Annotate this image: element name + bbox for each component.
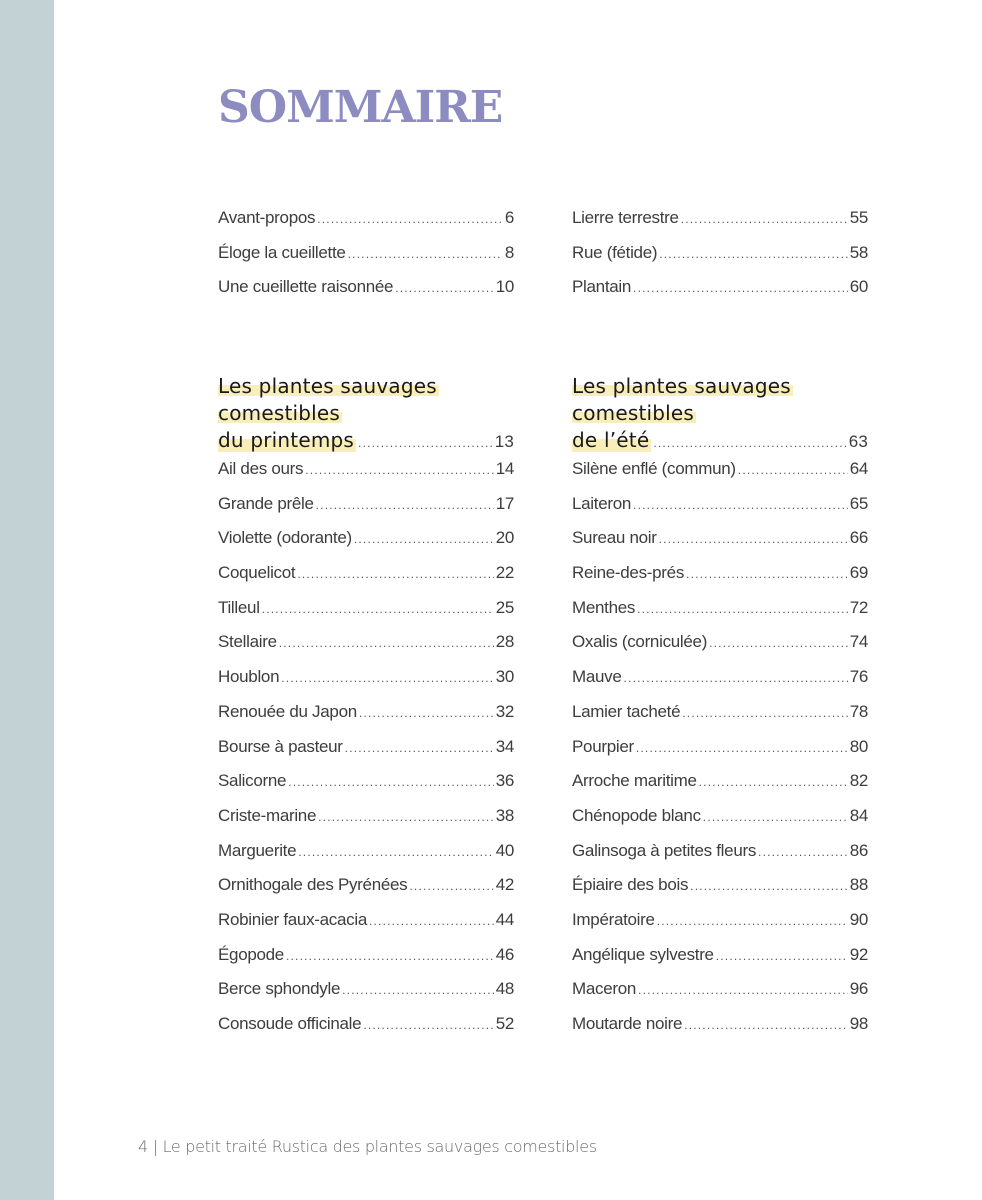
dot-leader bbox=[286, 949, 494, 963]
section-heading-line: comestibles bbox=[572, 401, 695, 425]
dot-leader bbox=[318, 810, 494, 824]
toc-entry[interactable] bbox=[218, 528, 514, 563]
toc-entry[interactable] bbox=[218, 667, 514, 702]
toc-entry[interactable] bbox=[572, 979, 868, 1014]
toc-entry-label: Lierre terrestre bbox=[572, 208, 679, 227]
dot-leader bbox=[699, 775, 848, 789]
section-heading-line: du printemps bbox=[218, 428, 355, 452]
dot-leader bbox=[738, 463, 848, 477]
toc-entry[interactable] bbox=[572, 841, 868, 876]
toc-entry-label: Galinsoga à petites fleurs bbox=[572, 840, 757, 860]
toc-entry-page-number: 58 bbox=[849, 242, 868, 262]
dot-leader bbox=[317, 212, 503, 226]
toc-entry-label: Bourse à pasteur bbox=[218, 736, 343, 756]
toc-entry-page-number: 96 bbox=[849, 979, 868, 999]
dot-leader bbox=[716, 949, 848, 963]
toc-entry[interactable] bbox=[572, 598, 868, 633]
toc-entry[interactable] bbox=[218, 875, 514, 910]
toc-entry[interactable] bbox=[572, 243, 868, 278]
dot-leader bbox=[298, 845, 493, 859]
dot-leader bbox=[281, 671, 493, 685]
toc-entry-page-number: 10 bbox=[495, 277, 514, 297]
toc-spring-list bbox=[218, 459, 514, 1049]
dot-leader bbox=[659, 532, 848, 546]
toc-entry-page-number: 20 bbox=[495, 528, 514, 548]
toc-entry[interactable] bbox=[218, 494, 514, 529]
toc-entry-page-number: 90 bbox=[849, 909, 868, 929]
toc-entry[interactable] bbox=[572, 806, 868, 841]
dot-leader bbox=[653, 430, 846, 457]
toc-entry[interactable] bbox=[218, 945, 514, 980]
section-heading-line: Les plantes sauvages bbox=[572, 374, 791, 398]
footer-book-title: Le petit traité Rustica des plantes sauvages comestibles bbox=[162, 1137, 597, 1156]
toc-entry-label: Silène enflé (commun) bbox=[572, 459, 736, 478]
dot-leader bbox=[288, 775, 494, 789]
toc-entry[interactable] bbox=[218, 563, 514, 598]
dot-leader bbox=[358, 430, 493, 457]
toc-entry[interactable] bbox=[572, 208, 868, 243]
toc-entry-page-number: 28 bbox=[495, 632, 514, 652]
toc-section-spring bbox=[218, 373, 514, 1049]
toc-intro-list bbox=[218, 208, 514, 312]
toc-entry-label: Une cueillette raisonnée bbox=[218, 277, 394, 297]
dot-leader bbox=[359, 706, 494, 720]
toc-entry[interactable] bbox=[572, 1014, 868, 1049]
toc-entry-page-number: 76 bbox=[849, 667, 868, 687]
toc-entry-label: Lamier tacheté bbox=[572, 701, 681, 721]
dot-leader bbox=[345, 741, 494, 755]
toc-entry[interactable] bbox=[218, 737, 514, 772]
toc-spring-continued-list bbox=[572, 208, 868, 312]
dot-leader bbox=[657, 914, 848, 928]
section-heading-spring[interactable] bbox=[218, 373, 514, 457]
toc-entry-page-number: 98 bbox=[849, 1014, 868, 1033]
toc-entry-label: Éloge la cueillette bbox=[218, 242, 346, 262]
dot-leader bbox=[659, 247, 847, 261]
toc-entry[interactable] bbox=[572, 875, 868, 910]
toc-entry-label: Houblon bbox=[218, 667, 280, 687]
toc-entry-page-number: 8 bbox=[504, 242, 514, 262]
toc-entry[interactable] bbox=[218, 910, 514, 945]
toc-entry[interactable] bbox=[572, 910, 868, 945]
toc-entry-label: Égopode bbox=[218, 944, 284, 964]
toc-entry[interactable] bbox=[218, 771, 514, 806]
toc-entry-label: Menthes bbox=[572, 597, 636, 617]
toc-entry-label: Robinier faux-acacia bbox=[218, 909, 367, 929]
toc-entry-label: Rue (fétide) bbox=[572, 242, 658, 262]
dot-leader bbox=[690, 879, 848, 893]
toc-entry-page-number: 74 bbox=[849, 632, 868, 652]
dot-leader bbox=[681, 212, 848, 226]
footer-page-number: 4 bbox=[138, 1137, 148, 1156]
toc-entry[interactable] bbox=[218, 702, 514, 737]
toc-entry[interactable] bbox=[572, 945, 868, 980]
toc-entry-label: Stellaire bbox=[218, 632, 277, 652]
toc-entry-page-number: 17 bbox=[495, 493, 514, 513]
dot-leader bbox=[395, 281, 493, 295]
dot-leader bbox=[297, 567, 493, 581]
toc-entry-label: Coquelicot bbox=[218, 563, 296, 583]
dot-leader bbox=[262, 602, 494, 616]
toc-entry-page-number: 60 bbox=[849, 277, 868, 297]
toc-entry-page-number: 42 bbox=[495, 875, 514, 895]
toc-entry-label: Criste-marine bbox=[218, 805, 317, 825]
dot-leader bbox=[636, 741, 848, 755]
toc-entry-page-number: 65 bbox=[849, 493, 868, 513]
toc-entry-page-number: 69 bbox=[849, 563, 868, 583]
toc-entry[interactable] bbox=[218, 208, 514, 243]
dot-leader bbox=[686, 567, 848, 581]
dot-leader bbox=[684, 1018, 848, 1032]
toc-entry-label: Arroche maritime bbox=[572, 771, 697, 791]
toc-entry-label: Ornithogale des Pyrénées bbox=[218, 875, 408, 895]
toc-entry-page-number: 22 bbox=[495, 563, 514, 583]
section-heading-line: comestibles bbox=[218, 401, 341, 425]
toc-entry[interactable] bbox=[218, 277, 514, 312]
dot-leader bbox=[342, 983, 494, 997]
toc-entry-label: Mauve bbox=[572, 667, 622, 687]
dot-leader bbox=[363, 1018, 493, 1032]
toc-entry[interactable] bbox=[218, 979, 514, 1014]
section-heading-line: Les plantes sauvages bbox=[218, 374, 437, 398]
toc-entry-label: Laiteron bbox=[572, 493, 632, 513]
dot-leader bbox=[637, 602, 848, 616]
toc-entry-label: Épiaire des bois bbox=[572, 875, 689, 895]
toc-entry-label: Reine-des-prés bbox=[572, 563, 685, 583]
toc-entry-page-number: 66 bbox=[849, 528, 868, 548]
toc-entry-label: Marguerite bbox=[218, 840, 297, 860]
dot-leader bbox=[369, 914, 494, 928]
dot-leader bbox=[758, 845, 848, 859]
toc-entry[interactable] bbox=[572, 632, 868, 667]
toc-entry-label: Consoude officinale bbox=[218, 1014, 362, 1033]
toc-summer-list bbox=[572, 459, 868, 1049]
toc-entry[interactable] bbox=[572, 563, 868, 598]
toc-entry-page-number: 84 bbox=[849, 805, 868, 825]
toc-entry-label: Impératoire bbox=[572, 909, 655, 929]
toc-entry-page-number: 64 bbox=[849, 459, 868, 478]
toc-entry-label: Renouée du Japon bbox=[218, 701, 357, 721]
toc-entry-label: Pourpier bbox=[572, 736, 634, 756]
toc-entry[interactable] bbox=[572, 771, 868, 806]
toc-entry-label: Salicorne bbox=[218, 771, 287, 791]
toc-entry[interactable] bbox=[218, 243, 514, 278]
toc-entry[interactable] bbox=[572, 528, 868, 563]
toc-entry[interactable] bbox=[572, 702, 868, 737]
dot-leader bbox=[682, 706, 847, 720]
toc-entry-label: Chénopode blanc bbox=[572, 805, 701, 825]
toc-entry-page-number: 48 bbox=[495, 979, 514, 999]
section-heading-line: de l’été bbox=[572, 428, 650, 452]
toc-entry-page-number: 52 bbox=[495, 1014, 514, 1033]
toc-entry[interactable] bbox=[218, 459, 514, 494]
toc-entry-page-number: 78 bbox=[849, 701, 868, 721]
toc-entry-label: Maceron bbox=[572, 979, 637, 999]
toc-entry[interactable] bbox=[218, 598, 514, 633]
toc-entry-page-number: 55 bbox=[849, 208, 868, 227]
toc-entry[interactable] bbox=[218, 841, 514, 876]
toc-entry-page-number: 25 bbox=[495, 597, 514, 617]
dot-leader bbox=[633, 281, 848, 295]
dot-leader bbox=[633, 498, 848, 512]
toc-entry-page-number: 30 bbox=[495, 667, 514, 687]
toc-entry[interactable] bbox=[218, 632, 514, 667]
toc-entry[interactable] bbox=[218, 806, 514, 841]
dot-leader bbox=[348, 247, 503, 261]
toc-entry-page-number: 14 bbox=[495, 459, 514, 478]
page-title: SOMMAIRE bbox=[218, 82, 503, 133]
toc-entry[interactable] bbox=[218, 1014, 514, 1049]
toc-entry-page-number: 6 bbox=[504, 208, 514, 227]
dot-leader bbox=[703, 810, 848, 824]
footer-separator: | bbox=[152, 1137, 158, 1156]
toc-section-summer bbox=[572, 373, 868, 1049]
toc-entry[interactable] bbox=[572, 277, 868, 312]
toc-entry-page-number: 38 bbox=[495, 805, 514, 825]
toc-entry-page-number: 80 bbox=[849, 736, 868, 756]
toc-entry-label: Grande prêle bbox=[218, 493, 314, 513]
toc-entry-page-number: 86 bbox=[849, 840, 868, 860]
toc-entry-page-number: 88 bbox=[849, 875, 868, 895]
dot-leader bbox=[354, 532, 494, 546]
dot-leader bbox=[305, 463, 493, 477]
page-footer bbox=[138, 1137, 597, 1156]
toc-entry-page-number: 36 bbox=[495, 771, 514, 791]
toc-entry-page-number: 40 bbox=[495, 840, 514, 860]
dot-leader bbox=[316, 498, 494, 512]
toc-entry-label: Berce sphondyle bbox=[218, 979, 341, 999]
toc-entry[interactable] bbox=[572, 737, 868, 772]
dot-leader bbox=[709, 636, 848, 650]
section-heading-summer[interactable] bbox=[572, 373, 868, 457]
dot-leader bbox=[409, 879, 493, 893]
dot-leader bbox=[279, 636, 494, 650]
toc-entry-label: Moutarde noire bbox=[572, 1014, 683, 1033]
toc-entry[interactable] bbox=[572, 667, 868, 702]
toc-entry-page-number: 34 bbox=[495, 736, 514, 756]
toc-entry-label: Oxalis (corniculée) bbox=[572, 632, 708, 652]
toc-entry-label: Ail des ours bbox=[218, 459, 304, 478]
toc-entry-label: Tilleul bbox=[218, 597, 260, 617]
toc-entry-page-number: 92 bbox=[849, 944, 868, 964]
toc-entry-page-number: 32 bbox=[495, 701, 514, 721]
dot-leader bbox=[624, 671, 848, 685]
toc-entry-label: Sureau noir bbox=[572, 528, 657, 548]
toc-entry-label: Violette (odorante) bbox=[218, 528, 352, 548]
toc-entry-page-number: 46 bbox=[495, 944, 514, 964]
toc-entry-label: Angélique sylvestre bbox=[572, 944, 714, 964]
dot-leader bbox=[638, 983, 848, 997]
section-page-number: 63 bbox=[848, 432, 868, 451]
toc-entry-page-number: 44 bbox=[495, 909, 514, 929]
toc-entry-label: Plantain bbox=[572, 277, 632, 297]
section-page-number: 13 bbox=[494, 432, 514, 451]
toc-entry[interactable] bbox=[572, 459, 868, 494]
toc-entry-page-number: 72 bbox=[849, 597, 868, 617]
toc-entry-page-number: 82 bbox=[849, 771, 868, 791]
side-color-band bbox=[0, 0, 54, 1200]
toc-entry[interactable] bbox=[572, 494, 868, 529]
toc-entry-label: Avant-propos bbox=[218, 208, 316, 227]
